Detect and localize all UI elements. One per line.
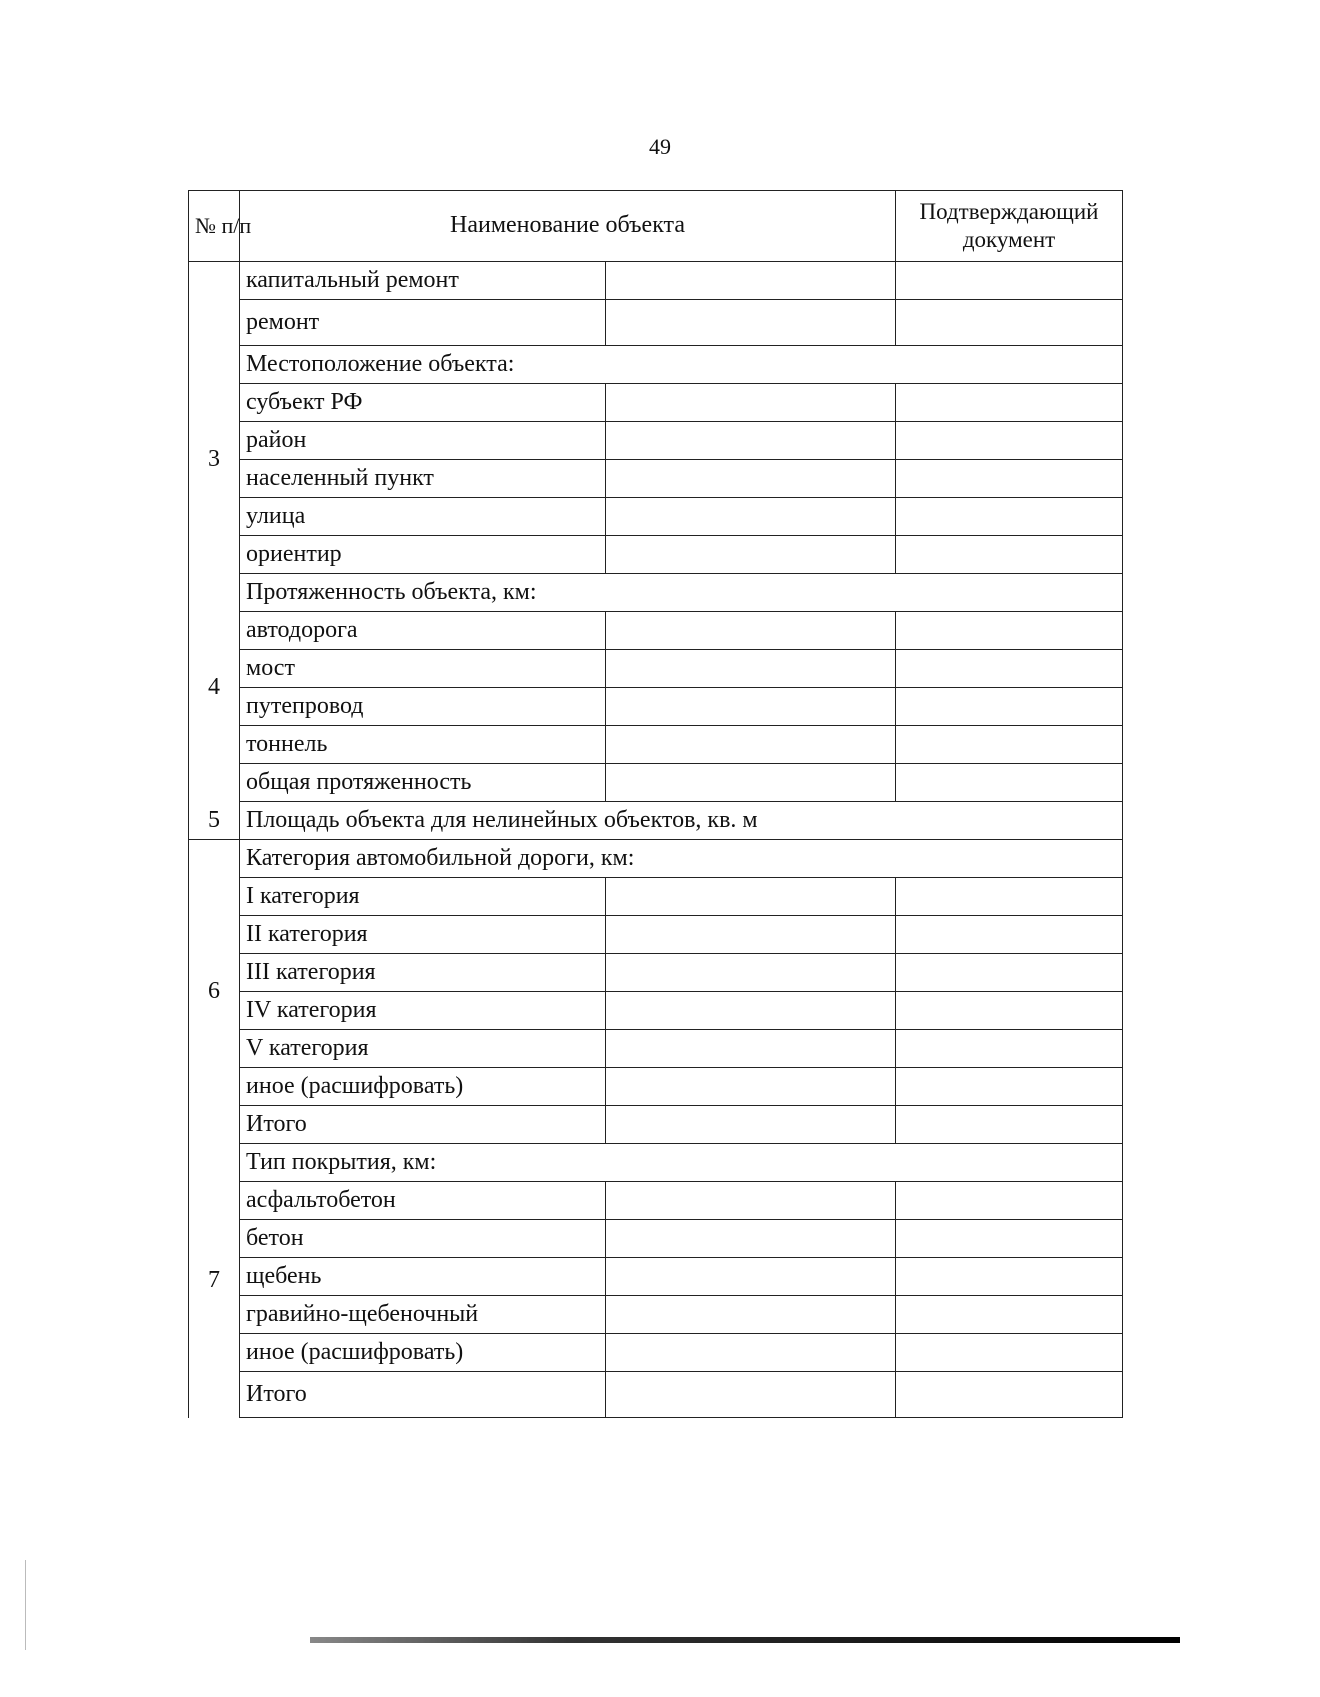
item-label: район (240, 422, 606, 460)
item-row (189, 726, 1123, 764)
item-value-cell[interactable] (606, 878, 896, 916)
section-number: 6 (189, 840, 240, 1144)
item-label: I категория (240, 878, 606, 916)
item-row (189, 498, 1123, 536)
item-label: II категория (240, 916, 606, 954)
item-value-cell[interactable] (606, 726, 896, 764)
section-title-row (189, 802, 1123, 840)
item-row (189, 422, 1123, 460)
item-document-cell[interactable] (896, 878, 1123, 916)
form-table-body (189, 191, 1123, 1418)
item-value-cell[interactable] (606, 1372, 896, 1418)
item-row (189, 536, 1123, 574)
item-label: IV категория (240, 992, 606, 1030)
item-value-cell[interactable] (606, 688, 896, 726)
item-label: субъект РФ (240, 384, 606, 422)
item-label: автодорога (240, 612, 606, 650)
item-row (189, 1030, 1123, 1068)
section-title-row (189, 840, 1123, 878)
item-row (189, 1296, 1123, 1334)
section-number (189, 262, 240, 346)
item-document-cell[interactable] (896, 688, 1123, 726)
item-document-cell[interactable] (896, 1220, 1123, 1258)
item-row (189, 1068, 1123, 1106)
item-label: ориентир (240, 536, 606, 574)
item-label: путепровод (240, 688, 606, 726)
item-row (189, 300, 1123, 346)
item-label: Итого (240, 1372, 606, 1418)
item-value-cell[interactable] (606, 1258, 896, 1296)
item-document-cell[interactable] (896, 1106, 1123, 1144)
item-row (189, 1334, 1123, 1372)
item-document-cell[interactable] (896, 1258, 1123, 1296)
item-document-cell[interactable] (896, 422, 1123, 460)
item-document-cell[interactable] (896, 764, 1123, 802)
item-row (189, 1106, 1123, 1144)
item-value-cell[interactable] (606, 1068, 896, 1106)
item-document-cell[interactable] (896, 1296, 1123, 1334)
item-document-cell[interactable] (896, 726, 1123, 764)
item-row (189, 1258, 1123, 1296)
item-document-cell[interactable] (896, 612, 1123, 650)
item-value-cell[interactable] (606, 1030, 896, 1068)
item-label: населенный пункт (240, 460, 606, 498)
section-number: 5 (189, 802, 240, 840)
header-object-name: Наименование объекта (240, 191, 896, 262)
item-value-cell[interactable] (606, 422, 896, 460)
item-label: V категория (240, 1030, 606, 1068)
item-document-cell[interactable] (896, 300, 1123, 346)
item-row (189, 916, 1123, 954)
section-number: 3 (189, 346, 240, 574)
item-document-cell[interactable] (896, 262, 1123, 300)
section-title-row (189, 1144, 1123, 1182)
item-value-cell[interactable] (606, 650, 896, 688)
item-value-cell[interactable] (606, 954, 896, 992)
item-document-cell[interactable] (896, 1334, 1123, 1372)
item-row (189, 688, 1123, 726)
item-row (189, 612, 1123, 650)
section-title-row (189, 574, 1123, 612)
item-document-cell[interactable] (896, 460, 1123, 498)
item-label: тоннель (240, 726, 606, 764)
item-row (189, 764, 1123, 802)
item-value-cell[interactable] (606, 916, 896, 954)
item-document-cell[interactable] (896, 916, 1123, 954)
item-document-cell[interactable] (896, 1372, 1123, 1418)
item-value-cell[interactable] (606, 764, 896, 802)
item-document-cell[interactable] (896, 1182, 1123, 1220)
item-row (189, 1372, 1123, 1418)
item-label: бетон (240, 1220, 606, 1258)
item-label: асфальтобетон (240, 1182, 606, 1220)
item-row (189, 954, 1123, 992)
item-row (189, 878, 1123, 916)
item-value-cell[interactable] (606, 612, 896, 650)
item-row (189, 650, 1123, 688)
item-value-cell[interactable] (606, 384, 896, 422)
item-document-cell[interactable] (896, 650, 1123, 688)
item-label: общая протяженность (240, 764, 606, 802)
section-number: 7 (189, 1144, 240, 1418)
item-label: иное (расшифровать) (240, 1334, 606, 1372)
item-label: щебень (240, 1258, 606, 1296)
bottom-rule (310, 1637, 1180, 1643)
item-value-cell[interactable] (606, 992, 896, 1030)
item-document-cell[interactable] (896, 498, 1123, 536)
header-number: № п/п (189, 191, 240, 262)
item-row (189, 460, 1123, 498)
item-document-cell[interactable] (896, 1068, 1123, 1106)
item-label: ремонт (240, 300, 606, 346)
section-number: 4 (189, 574, 240, 802)
item-value-cell[interactable] (606, 536, 896, 574)
item-row (189, 384, 1123, 422)
item-label: гравийно-щебеночный (240, 1296, 606, 1334)
item-document-cell[interactable] (896, 954, 1123, 992)
item-document-cell[interactable] (896, 384, 1123, 422)
section-title: Местоположение объекта: (240, 346, 1123, 384)
item-row (189, 1220, 1123, 1258)
object-form-table (188, 190, 1123, 1418)
item-row (189, 1182, 1123, 1220)
item-document-cell[interactable] (896, 1030, 1123, 1068)
item-value-cell[interactable] (606, 1334, 896, 1372)
item-label: III категория (240, 954, 606, 992)
item-value-cell[interactable] (606, 460, 896, 498)
item-label: мост (240, 650, 606, 688)
item-value-cell[interactable] (606, 300, 896, 346)
section-title-row (189, 346, 1123, 384)
item-value-cell[interactable] (606, 1220, 896, 1258)
item-label: Итого (240, 1106, 606, 1144)
header-row (189, 191, 1123, 262)
item-value-cell[interactable] (606, 498, 896, 536)
page-number: 49 (649, 134, 671, 159)
item-label: капитальный ремонт (240, 262, 606, 300)
item-row (189, 262, 1123, 300)
section-title: Площадь объекта для нелинейных объектов, кв. м (240, 802, 1123, 840)
margin-mark (25, 1560, 26, 1650)
item-label: иное (расшифровать) (240, 1068, 606, 1106)
header-confirming-document: Подтверждающий документ (896, 191, 1123, 262)
item-value-cell[interactable] (606, 1182, 896, 1220)
item-label: улица (240, 498, 606, 536)
item-document-cell[interactable] (896, 536, 1123, 574)
item-document-cell[interactable] (896, 992, 1123, 1030)
item-row (189, 992, 1123, 1030)
item-value-cell[interactable] (606, 262, 896, 300)
item-value-cell[interactable] (606, 1296, 896, 1334)
item-value-cell[interactable] (606, 1106, 896, 1144)
section-title: Категория автомобильной дороги, км: (240, 840, 1123, 878)
section-title: Тип покрытия, км: (240, 1144, 1123, 1182)
section-title: Протяженность объекта, км: (240, 574, 1123, 612)
